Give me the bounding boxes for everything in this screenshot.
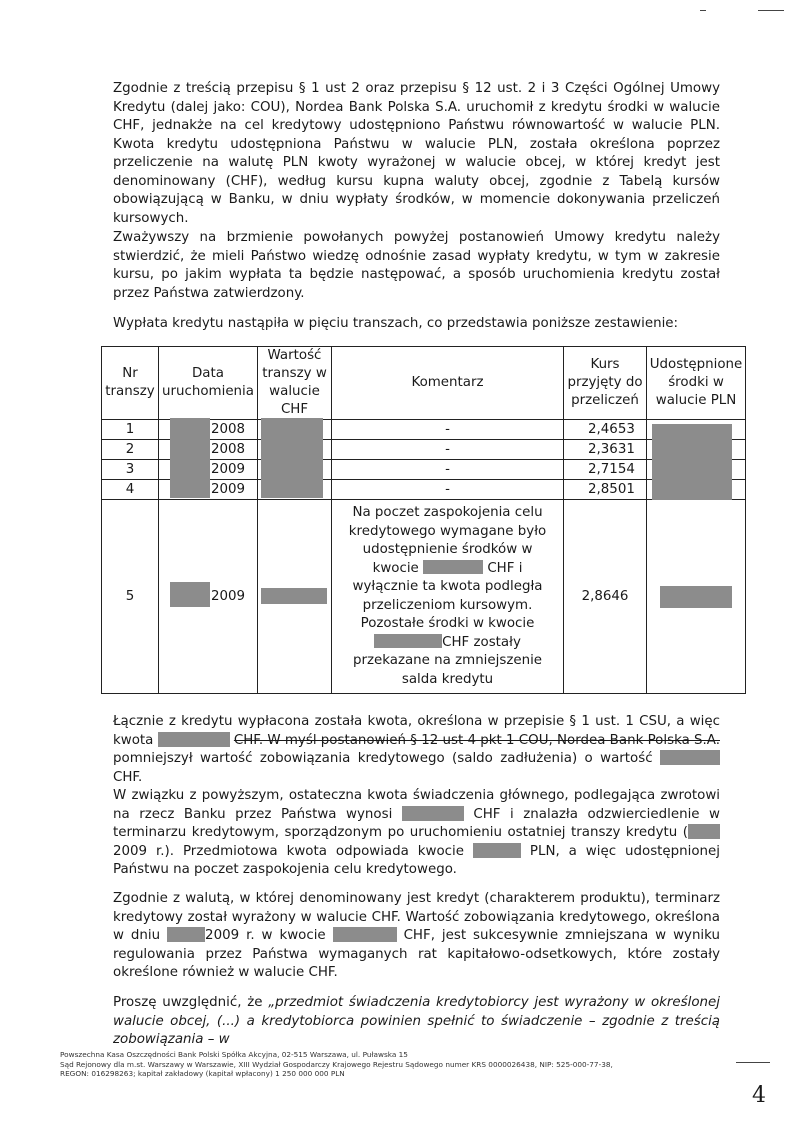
text: 2009 r.). Przedmiotowa kwota odpowiada kwocie [113,843,464,859]
cell-kurs: 2,4653 [564,420,647,440]
redaction [261,588,327,604]
footer-line: Sąd Rejonowy dla m.st. Warszawy w Warszawie, XIII Wydział Gospodarczy Krajowego Rejestru Sądowego numer KRS 0000026438, NIP: 525-000-77-38, [60,1059,613,1069]
paragraph-transze-intro: Wypłata kredytu nastąpiła w pięciu transzach, co przedstawia poniższe zestawienie: [113,316,679,331]
text: Łącznie z kredytu wypłacona została kwota, określona w przepisie § 1 ust. 1 CSU, a więc kwota [113,714,720,748]
redaction [652,424,732,500]
cell-data: 2009 [159,460,258,480]
redaction [333,927,397,942]
header-data: Data uruchomienia [159,347,258,420]
text: 2009 r. w kwocie [205,928,326,943]
footer-line: Powszechna Kasa Oszczędności Bank Polski Spółka Akcyjna, 02-515 Warszawa, ul. Puławska 15 [60,1050,408,1059]
scan-mark [700,10,706,11]
text-struck: CHF. W myśl postanowień § 12 ust 4 pkt 1 COU, Nordea Bank Polska S.A. [233,732,720,748]
redaction [170,582,210,607]
redaction [660,750,720,765]
header-kurs: Kurs przyjęty do przeliczeń [564,347,647,420]
header-nr: Nr transzy [102,347,159,420]
cell-kurs: 2,8646 [564,500,647,694]
header-udostepnione: Udostępnione środki w walucie PLN [647,347,746,420]
redaction [660,586,732,608]
paragraph-waluta [113,890,720,983]
cell-kurs: 2,3631 [564,440,647,460]
redaction [402,806,464,821]
footer [60,1050,613,1079]
cell-kurs: 2,8501 [564,480,647,500]
page-number: 4 [752,1083,766,1108]
text: pomniejszył wartość zobowiązania kredytowego (saldo zadłużenia) o wartość [113,751,653,766]
cell-data: 2008 [159,440,258,460]
cell-data: 2008 [159,420,258,440]
paragraph-uwzglednic [113,994,720,1050]
redaction [261,418,323,498]
cell-nr: 3 [102,460,159,480]
cell-nr: 4 [102,480,159,500]
komentarz-text: Na poczet zaspokojenia celu kredytowego wymagane było udostępnienie środków w kwocie [348,505,547,576]
redaction [688,824,720,839]
text-quote: „przedmiot świadczenia kredytobiorcy jest wyrażony w określonej walucie obcej, (...) a kredytobiorca powinien spełnić to świadczenie – zgodnie z treścią zobowiązania – w [113,995,720,1047]
paragraph-cou: Zgodnie z treścią przepisu § 1 ust 2 oraz przepisu § 12 ust. 2 i 3 Części Ogólnej Umowy Kredytu (dalej jako: COU), Nordea Bank Polska S.A. uruchomił z kredytu środki w walucie CHF, jednakże na cel kredytowy udostępniono Państwu równowartość w walucie PLN. Kwota kredytu udostępniona Państwu w walucie PLN, została określona poprzez przeliczenie na walutę PLN kwoty wyrażonej w walucie obcej, w której kredyt jest denominowany (CHF), według kursu kupna waluty obcej, zgodnie z Tabelą kursów obowiązującą w Banku, w dniu wypłaty środków, w momencie dokonywania przeliczeń kursowych. [113,81,720,226]
text: CHF i znalazła odzwierciedlenie w terminarzu kredytowym, sporządzonym po uruchomieniu ostatniej transzy kredytu ( [113,806,721,840]
redaction [473,843,521,858]
cell-komentarz [332,500,564,694]
redaction [374,634,442,648]
cell-komentarz: - [332,460,564,480]
text: Proszę uwzględnić, że [113,995,263,1010]
paragraph-lacznie [113,713,720,787]
text: CHF. [113,769,143,785]
redaction [423,560,483,574]
text: Zgodnie z walutą, w której denominowany jest kredyt (charakterem produktu), terminarz kredytowy został wyrażony w walucie CHF. Wartość zobowiązania kredytowego, określona w dniu [113,891,720,943]
cell-nr: 5 [102,500,159,694]
redaction [170,418,210,498]
tranches-table [101,346,746,694]
cell-data: 2009 [159,500,258,694]
cell-komentarz: - [332,480,564,500]
cell-data: 2009 [159,480,258,500]
cell-komentarz: - [332,420,564,440]
scan-mark [758,10,784,11]
footer-line: REGON: 016298263; kapitał zakładowy (kapitał wpłacony) 1 250 000 000 PLN [60,1069,345,1078]
cell-komentarz: - [332,440,564,460]
text: PLN, a więc udostępnionej Państwu na poczet zaspokojenia celu kredytowego. [113,843,721,877]
text: W związku z powyższym, ostateczna kwota świadczenia głównego, podlegająca zwrotowi na rzecz Banku przez Państwa wynosi [113,788,720,822]
paragraph-kwota-swiadczenia [113,787,720,880]
paragraph-zatwierdzenie: Zważywszy na brzmienie powołanych powyżej postanowień Umowy kredytu należy stwierdzić, że mieli Państwo wiedzę odnośnie zasad wypłaty kredytu, w tym w zakresie kursu, po jakim wypłata ta będzie następować, a sposób uruchomienia kredytu został przez Państwa zatwierdzony. [113,230,720,301]
header-wartosc: Wartość transzy w walucie CHF [258,347,332,420]
text: CHF, jest sukcesywnie zmniejszana w wyniku regulowania przez Państwa wymaganych rat kapitałowo-odsetkowych, które zostały określone również w walucie CHF. [113,928,720,980]
scan-mark [736,1062,770,1063]
header-komentarz: Komentarz [332,347,564,420]
redaction [167,927,205,942]
komentarz-text: CHF zostały przekazane na zmniejszenie salda kredytu [352,634,543,687]
table-header-row [102,347,746,420]
cell-nr: 1 [102,420,159,440]
redaction [158,732,230,747]
komentarz-text: CHF i wyłącznie ta kwota podległa przeliczeniom kursowym. Pozostałe środki w kwocie [352,560,543,631]
cell-nr: 2 [102,440,159,460]
cell-kurs: 2,7154 [564,460,647,480]
